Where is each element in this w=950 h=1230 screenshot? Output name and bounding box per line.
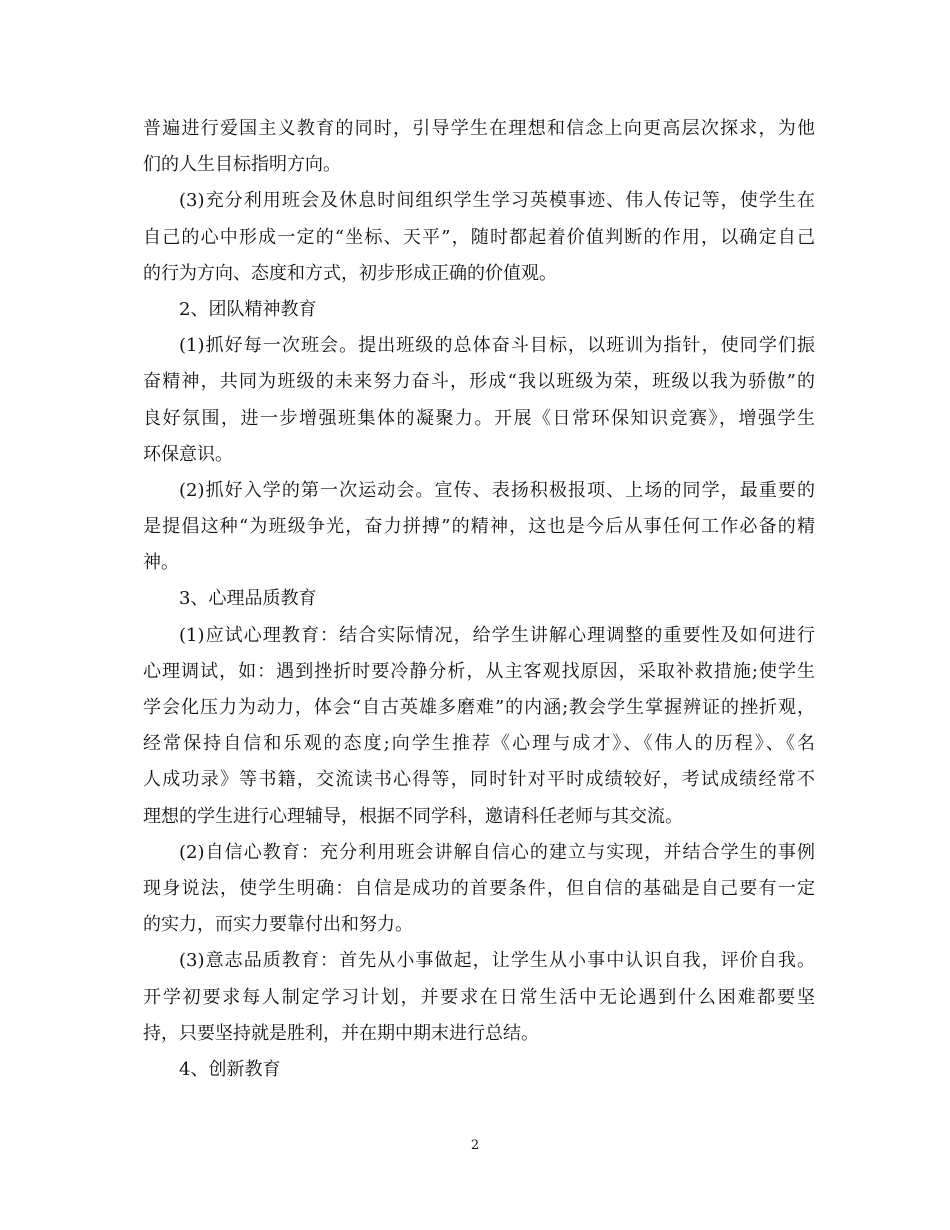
text-line: 持，只要坚持就是胜利，并在期中期末进行总结。 (143, 1022, 539, 1044)
text-line: (3)意志品质教育：首先从小事做起，让学生从小事中认识自我，评价自我。 (179, 950, 815, 972)
text-line: 良好氛围，进一步增强班集体的凝聚力。开展《日常环保知识竞赛》，增强学生 (143, 407, 815, 429)
text-line: 奋精神，共同为班级的未来努力奋斗，形成“我以班级为荣，班级以我为骄傲”的 (143, 371, 815, 393)
body-text (143, 111, 815, 1088)
text-line: 人成功录》等书籍，交流读书心得等，同时针对平时成绩较好，考试成绩经常不 (143, 769, 815, 791)
text-line: 3、心理品质教育 (179, 588, 317, 610)
text-line: 们的人生目标指明方向。 (143, 154, 341, 176)
text-line: (1)应试心理教育：结合实际情况，给学生讲解心理调整的重要性及如何进行 (179, 624, 815, 646)
text-line: 4、创新教育 (179, 1058, 281, 1080)
text-line: 经常保持自信和乐观的态度;向学生推荐《心理与成才》、《伟人的历程》、《名 (143, 733, 815, 755)
text-line: 是提倡这种“为班级争光，奋力拼搏”的精神，这也是今后从事任何工作必备的精 (143, 516, 815, 538)
text-line: 心理调试，如：遇到挫折时要冷静分析，从主客观找原因，采取补救措施;使学生 (143, 660, 815, 682)
text-line: 开学初要求每人制定学习计划，并要求在日常生活中无论遇到什么困难都要坚 (143, 986, 815, 1008)
page-number: 2 (470, 1138, 480, 1153)
text-line: (2)自信心教育：充分利用班会讲解自信心的建立与实现，并结合学生的事例 (179, 841, 815, 863)
text-line: (1)抓好每一次班会。提出班级的总体奋斗目标，以班训为指针，使同学们振 (179, 335, 815, 357)
text-line: 神。 (143, 552, 179, 574)
text-line: 的行为方向、态度和方式，初步形成正确的价值观。 (143, 262, 557, 284)
text-line: 自己的心中形成一定的“坐标、天平”，随时都起着价值判断的作用，以确定自己 (143, 226, 815, 248)
text-line: 2、团队精神教育 (179, 298, 317, 320)
text-line: 理想的学生进行心理辅导，根据不同学科，邀请科任老师与其交流。 (143, 805, 683, 827)
text-line: (2)抓好入学的第一次运动会。宣传、表扬积极报项、上场的同学，最重要的 (179, 479, 815, 501)
text-line: (3)充分利用班会及休息时间组织学生学习英模事迹、伟人传记等，使学生在 (179, 190, 815, 212)
text-line: 学会化压力为动力，体会“自古英雄多磨难”的内涵;教会学生掌握辨证的挫折观， (143, 697, 815, 718)
text-line: 的实力，而实力要靠付出和努力。 (143, 914, 413, 936)
text-line: 现身说法，使学生明确：自信是成功的首要条件，但自信的基础是自己要有一定 (143, 877, 815, 899)
text-line: 环保意识。 (143, 443, 233, 465)
text-line: 普遍进行爱国主义教育的同时，引导学生在理想和信念上向更高层次探求，为他 (143, 118, 815, 139)
